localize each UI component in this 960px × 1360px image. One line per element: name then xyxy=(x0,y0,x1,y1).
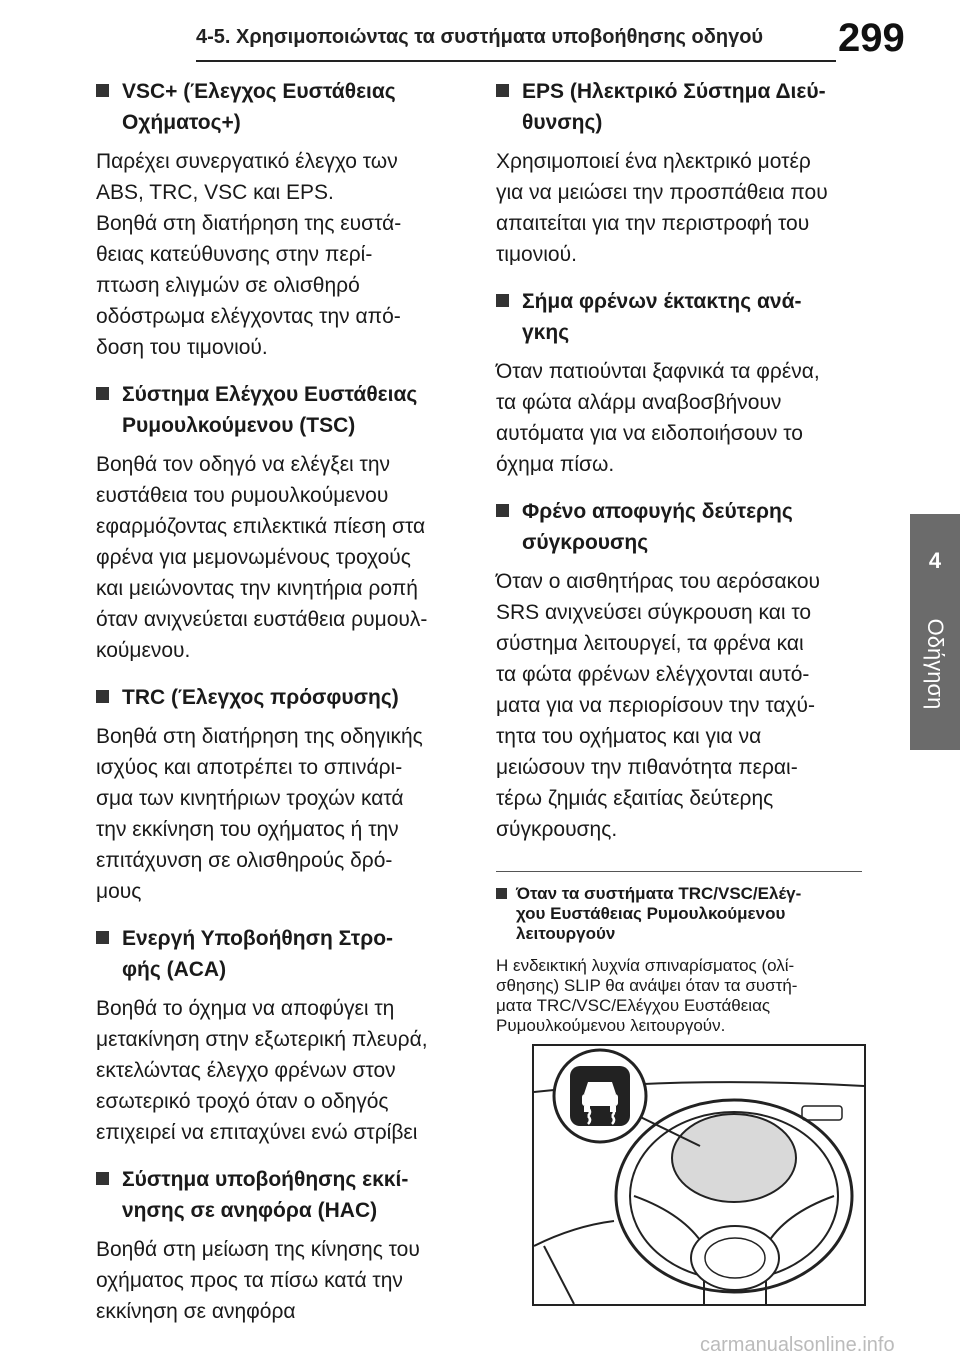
page-number: 299 xyxy=(838,16,905,60)
section-body: Βοηθά στη μείωση της κίνησης του οχήματος προς τα πίσω κατά την εκκίνηση σε ανηφόρα xyxy=(96,1238,420,1323)
section-body: Όταν πατιούνται ξαφνικά τα φρένα, τα φώτα αλάρμ αναβοσβήνουν αυτόματα για να ειδοποιήσουν το όχημα πίσω. xyxy=(496,360,820,476)
section-heading: Σήμα φρένων έκτακτης ανά- γκης xyxy=(522,290,802,344)
section-heading: EPS (Ηλεκτρικό Σύστημα Διεύ- θυνσης) xyxy=(522,80,826,134)
section-body: Βοηθά το όχημα να αποφύγει τη μετακίνηση στην εξωτερική πλευρά, εκτελώντας έλεγχο φρένων στον εσωτερικό τροχό όταν ο οδηγός επιχειρεί να επιταχύνει ενώ στρίβει xyxy=(96,997,428,1144)
section-trc xyxy=(96,682,464,907)
section-secondary-collision-brake xyxy=(496,496,864,845)
page-header xyxy=(0,0,960,62)
square-bullet-icon xyxy=(496,84,509,97)
note-block xyxy=(496,884,864,1036)
square-bullet-icon xyxy=(496,504,509,517)
section-emergency-brake-signal xyxy=(496,286,864,480)
section-body: Χρησιμοποιεί ένα ηλεκτρικό μοτέρ για να μειώσει την προσπάθεια που απαιτείται για την περιστροφή του τιμονιού. xyxy=(496,150,828,266)
square-bullet-icon xyxy=(96,931,109,944)
section-eps xyxy=(496,76,864,270)
section-heading: Ενεργή Υποβοήθηση Στρο- φής (ACA) xyxy=(122,927,394,981)
section-title: 4-5. Χρησιμοποιώντας τα συστήματα υποβοήθησης οδηγού xyxy=(196,26,764,48)
note-divider xyxy=(496,871,862,872)
section-aca xyxy=(96,923,464,1148)
chapter-label: Οδήγηση xyxy=(923,618,948,710)
watermark: carmanualsonline.info xyxy=(700,1334,895,1356)
square-bullet-icon xyxy=(96,387,109,400)
right-column xyxy=(496,76,864,1036)
note-body: Η ενδεικτική λυχνία σπιναρίσματος (ολί- σθησης) SLIP θα ανάψει όταν τα συστή- ματα TRC/VSC/Ελέγχου Ευστάθειας Ρυμουλκούμενου λειτουργούν. xyxy=(496,956,798,1035)
section-body: Όταν ο αισθητήρας του αερόσακου SRS ανιχνεύσει σύγκρουση και το σύστημα λειτουργεί, τα φρένα και τα φώτα φρένων ελέγχονται αυτό- ματα για να περιορίσουν την ταχύ- τητα του οχήματος και για να μειώσουν την πιθανότητα περαι- τέρω ζημιάς εξαιτίας δεύτερης σύγκρουσης. xyxy=(496,570,821,841)
section-heading: TRC (Έλεγχος πρόσφυσης) xyxy=(122,686,399,709)
section-hac xyxy=(96,1164,464,1327)
section-body: Παρέχει συνεργατικό έλεγχο των ABS, TRC, VSC και EPS. Βοηθά στη διατήρηση της ευστά- θειας κατεύθυνσης στην περί- πτωση ελιγμών σε ολισθηρό οδόστρωμα ελέγχοντας την από- δοση του τιμονιού. xyxy=(96,150,402,359)
chapter-tab[interactable] xyxy=(910,514,960,750)
section-tsc xyxy=(96,379,464,666)
section-vsc-plus xyxy=(96,76,464,363)
square-bullet-icon xyxy=(96,1172,109,1185)
section-heading: Σύστημα υποβοήθησης εκκί- νησης σε ανηφόρα (HAC) xyxy=(122,1168,409,1222)
dashboard-illustration xyxy=(532,1044,866,1306)
square-bullet-icon xyxy=(496,888,507,899)
section-heading: VSC+ (Έλεγχος Ευστάθειας Οχήματος+) xyxy=(122,80,396,134)
chapter-number: 4 xyxy=(928,548,942,573)
square-bullet-icon xyxy=(496,294,509,307)
section-heading: Φρένο αποφυγής δεύτερης σύγκρουσης xyxy=(522,500,793,554)
left-column xyxy=(96,76,464,1343)
square-bullet-icon xyxy=(96,690,109,703)
section-body: Βοηθά στη διατήρηση της οδηγικής ισχύος και αποτρέπει το σπινάρι- σμα των κινητήριων τροχών κατά την εκκίνηση του οχήματος ή την επιτάχυνση σε ολισθηρούς δρό- μους xyxy=(96,725,423,903)
slip-indicator-icon xyxy=(534,1046,864,1304)
section-heading: Σύστημα Ελέγχου Ευστάθειας Ρυμουλκούμενου (TSC) xyxy=(122,383,418,437)
note-heading: Όταν τα συστήματα TRC/VSC/Ελέγ- χου Ευστάθειας Ρυμουλκούμενου λειτουργούν xyxy=(516,884,802,943)
section-body: Βοηθά τον οδηγό να ελέγξει την ευστάθεια του ρυμουλκούμενου εφαρμόζοντας επιλεκτικά πίεση στα φρένα για μεμονωμένους τροχούς και μειώνοντας την κινητήρια ροπή όταν ανιχνεύεται ευστάθεια ρυμουλ- κούμενου. xyxy=(96,453,428,662)
header-rule xyxy=(196,60,836,62)
square-bullet-icon xyxy=(96,84,109,97)
